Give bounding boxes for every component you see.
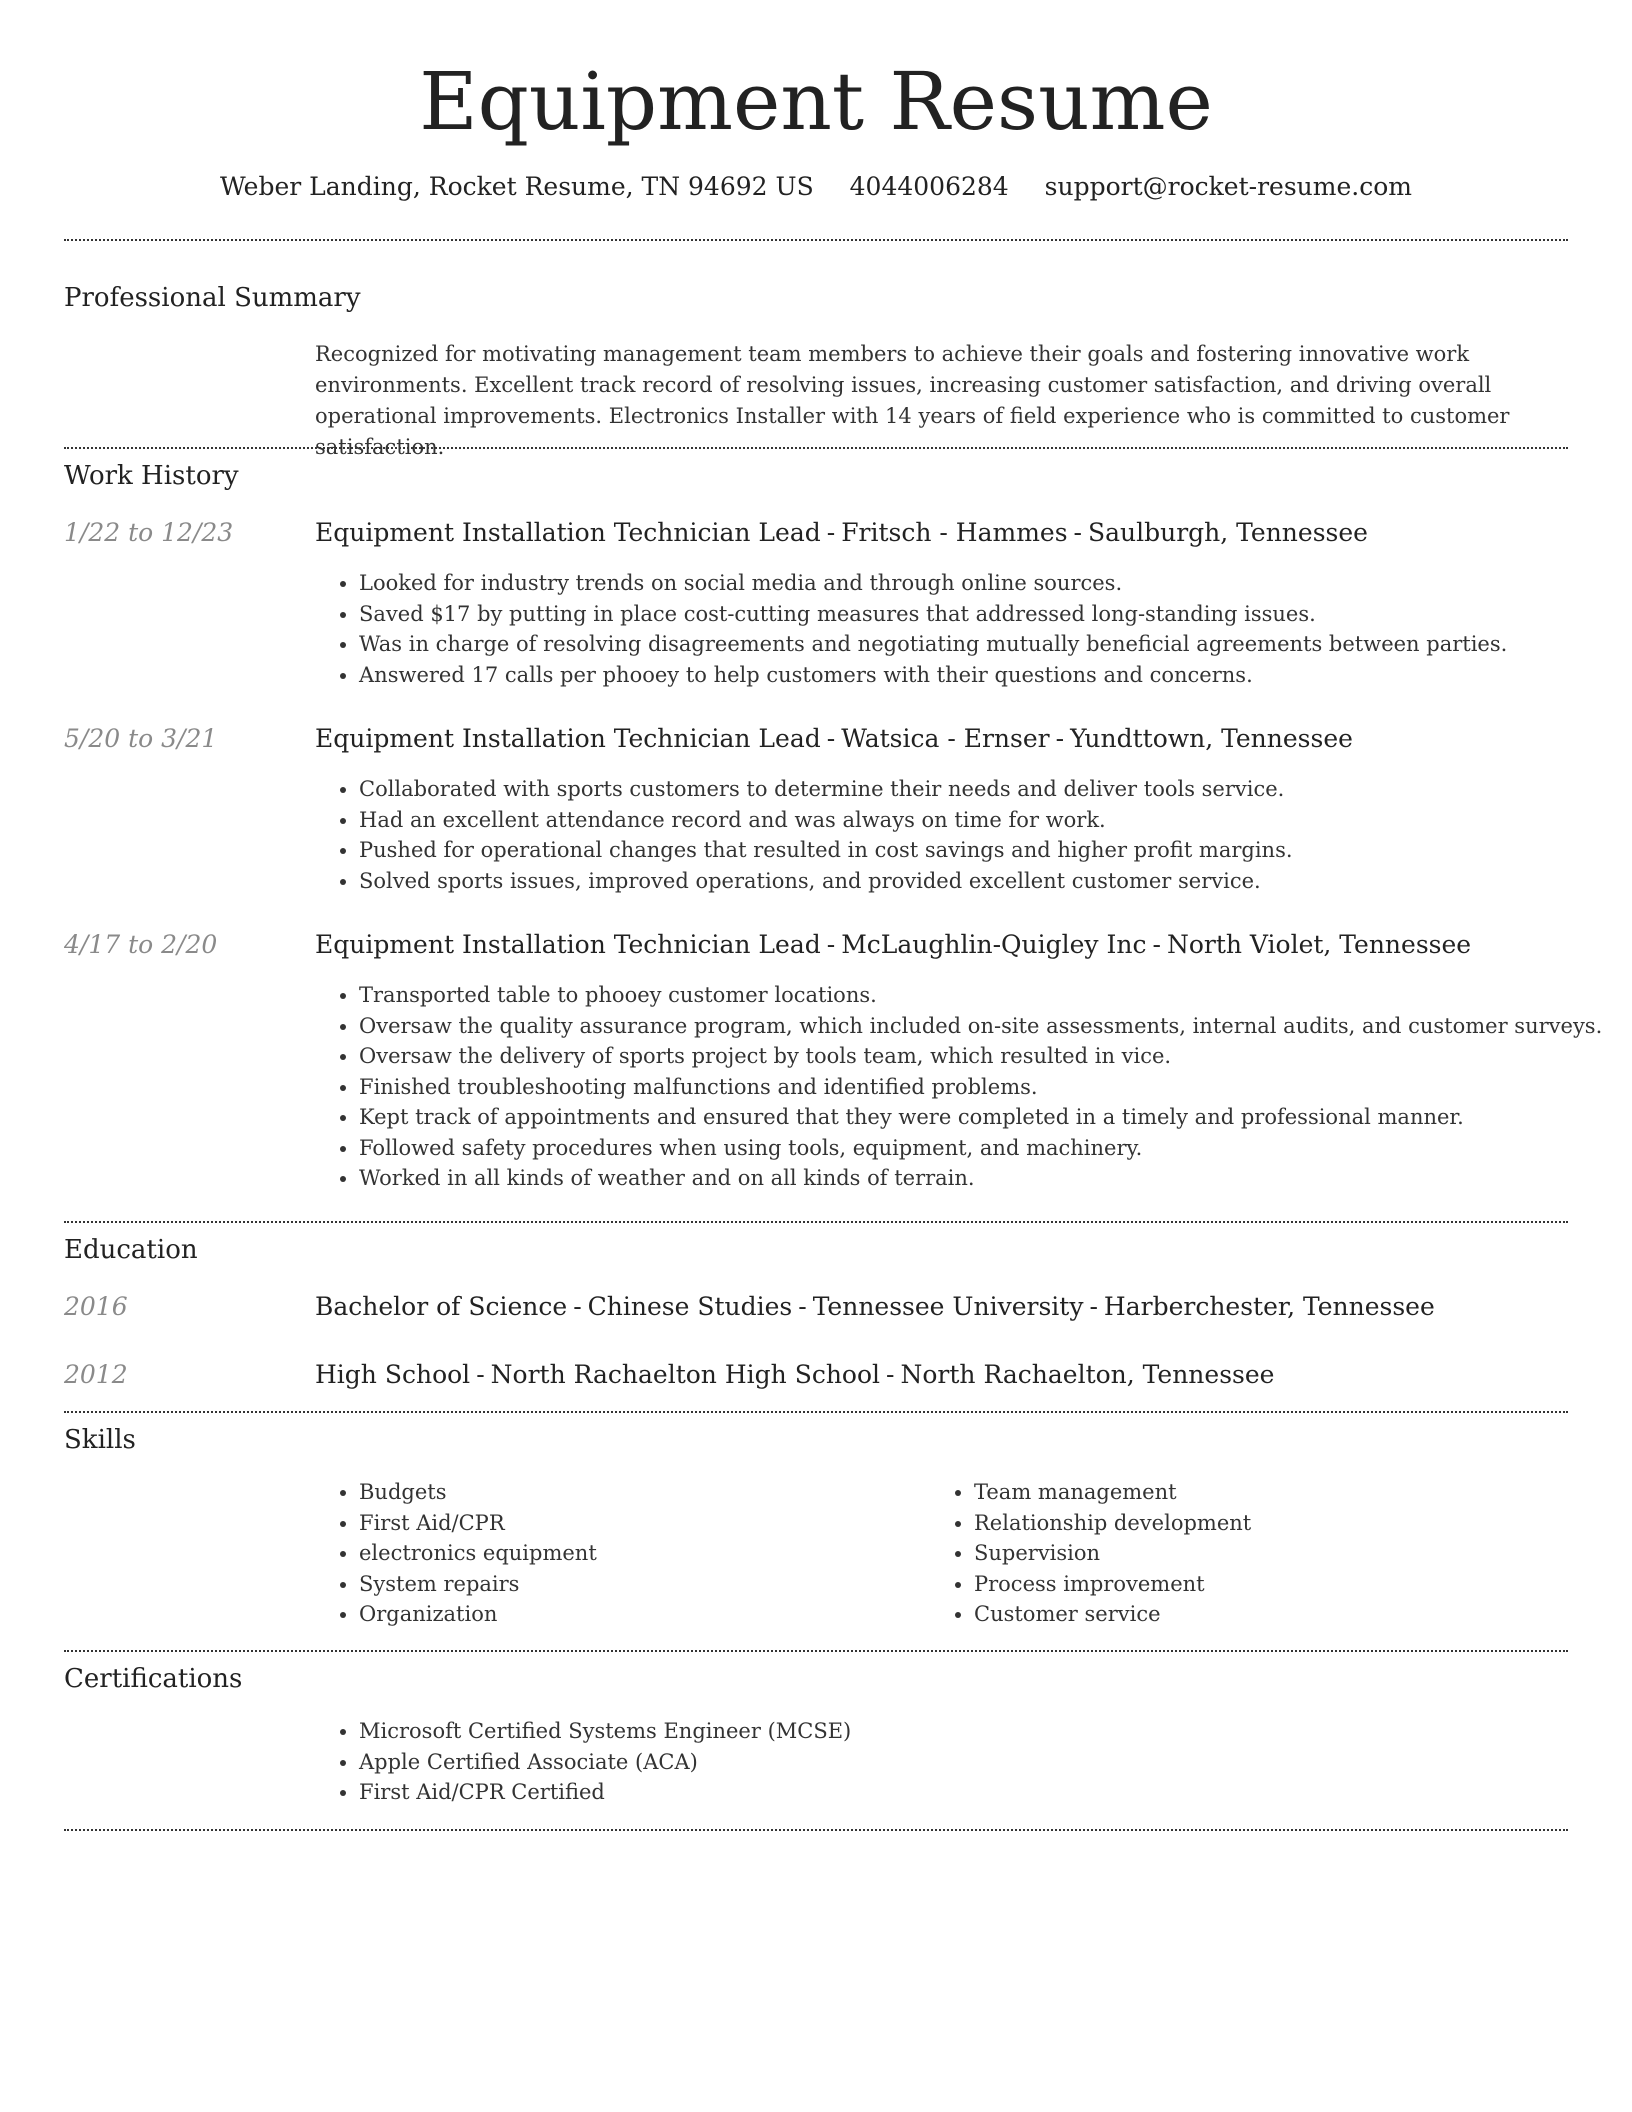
list-item: • Relationship development (974, 1508, 1251, 1539)
list-item: • Collaborated with sports customers to determine their needs and deliver tools service. (359, 774, 1293, 805)
job-role: Equipment Installation Technician Lead (315, 724, 821, 753)
job-title: Equipment Installation Technician Lead - Watsica - Ernser - Yundttown, Tennessee (315, 724, 1353, 753)
job-bullets (315, 568, 1507, 690)
list-item: • Solved sports issues, improved operations, and provided excellent customer service. (359, 866, 1293, 897)
job-title: Equipment Installation Technician Lead - Fritsch - Hammes - Saulburgh, Tennessee (315, 518, 1368, 547)
section-divider (64, 1221, 1568, 1223)
resume-name: Equipment Resume (419, 55, 1213, 148)
list-item: • Organization (359, 1599, 597, 1630)
list-item: • Followed safety procedures when using tools, equipment, and machinery. (359, 1133, 1602, 1164)
section-divider (64, 1829, 1568, 1831)
list-item: • Microsoft Certified Systems Engineer (MCSE) (359, 1716, 851, 1747)
summary-text: Recognized for motivating management team members to achieve their goals and fostering innovative work environments. Excellent track record of resolving issues, increasing customer satisfaction, and driving overall operational improvements. Electronics Installer with 14 years of field experience who is committed to customer satisfaction. (315, 342, 1510, 459)
education-entry: Bachelor of Science - Chinese Studies - Tennessee University - Harberchester, Tennessee (315, 1292, 1435, 1321)
contact-email: support@rocket-resume.com (1044, 172, 1412, 201)
section-divider (64, 1411, 1568, 1413)
education-degree: High School (315, 1360, 471, 1389)
job-location: North Violet, Tennessee (1166, 930, 1472, 959)
skills-list-left (315, 1477, 597, 1630)
list-item: • Looked for industry trends on social media and through online sources. (359, 568, 1507, 599)
education-location: Harberchester, Tennessee (1103, 1292, 1435, 1321)
contact-line (0, 170, 1632, 204)
contact-phone: 4044006284 (849, 172, 1009, 201)
education-school: North Rachaelton High School (490, 1360, 881, 1389)
list-item: • Answered 17 calls per phooey to help customers with their questions and concerns. (359, 660, 1507, 691)
list-item: • Had an excellent attendance record and was always on time for work. (359, 805, 1293, 836)
certifications-heading: Certifications (64, 1664, 243, 1694)
summary-heading: Professional Summary (64, 283, 361, 313)
skills-list-right (930, 1477, 1251, 1630)
education-degree: Bachelor of Science (315, 1292, 568, 1321)
list-item: • Kept track of appointments and ensured that they were completed in a timely and professional manner. (359, 1102, 1602, 1133)
job-company: Watsica - Ernser (841, 724, 1050, 753)
list-item: • Finished troubleshooting malfunctions and identified problems. (359, 1072, 1602, 1103)
list-item: • Team management (974, 1477, 1251, 1508)
job-title: Equipment Installation Technician Lead - McLaughlin-Quigley Inc - North Violet, Tennessee (315, 930, 1472, 959)
list-item: • Oversaw the quality assurance program, which included on-site assessments, internal audits, and customer surveys. (359, 1011, 1602, 1042)
list-item: • First Aid/CPR Certified (359, 1777, 851, 1808)
list-item: • Budgets (359, 1477, 597, 1508)
section-divider (64, 239, 1568, 241)
list-item: • Oversaw the delivery of sports project by tools team, which resulted in vice. (359, 1041, 1602, 1072)
job-location: Yundttown, Tennessee (1070, 724, 1353, 753)
job-role: Equipment Installation Technician Lead (315, 930, 821, 959)
list-item: • Pushed for operational changes that resulted in cost savings and higher profit margins. (359, 835, 1293, 866)
job-dates: 1/22 to 12/23 (64, 518, 234, 547)
list-item: • Saved $17 by putting in place cost-cutting measures that addressed long-standing issues. (359, 599, 1507, 630)
list-item: • electronics equipment (359, 1538, 597, 1569)
job-company: Fritsch - Hammes (841, 518, 1068, 547)
list-item: • First Aid/CPR (359, 1508, 597, 1539)
list-item: • Customer service (974, 1599, 1251, 1630)
skills-heading: Skills (64, 1425, 136, 1455)
work-history-heading: Work History (64, 461, 239, 491)
job-dates: 5/20 to 3/21 (64, 724, 218, 753)
education-field: Chinese Studies (587, 1292, 793, 1321)
education-year: 2016 (64, 1292, 128, 1321)
section-divider (64, 1650, 1568, 1652)
list-item: • Was in charge of resolving disagreements and negotiating mutually beneficial agreements between parties. (359, 629, 1507, 660)
job-role: Equipment Installation Technician Lead (315, 518, 821, 547)
education-heading: Education (64, 1235, 198, 1265)
list-item: • Supervision (974, 1538, 1251, 1569)
contact-address: Weber Landing, Rocket Resume, TN 94692 US (220, 172, 814, 201)
education-year: 2012 (64, 1360, 128, 1389)
education-entry: High School - North Rachaelton High School - North Rachaelton, Tennessee (315, 1360, 1275, 1389)
section-divider (64, 447, 1568, 449)
list-item: • Worked in all kinds of weather and on all kinds of terrain. (359, 1163, 1602, 1194)
education-location: North Rachaelton, Tennessee (900, 1360, 1275, 1389)
certifications-list (315, 1716, 851, 1808)
job-company: McLaughlin-Quigley Inc (841, 930, 1147, 959)
job-bullets (315, 774, 1293, 896)
job-location: Saulburgh, Tennessee (1088, 518, 1368, 547)
list-item: • Apple Certified Associate (ACA) (359, 1747, 851, 1778)
job-dates: 4/17 to 2/20 (64, 930, 218, 959)
list-item: • Transported table to phooey customer locations. (359, 980, 1602, 1011)
job-bullets (315, 980, 1602, 1194)
list-item: • Process improvement (974, 1569, 1251, 1600)
list-item: • System repairs (359, 1569, 597, 1600)
education-school: Tennessee University (812, 1292, 1084, 1321)
